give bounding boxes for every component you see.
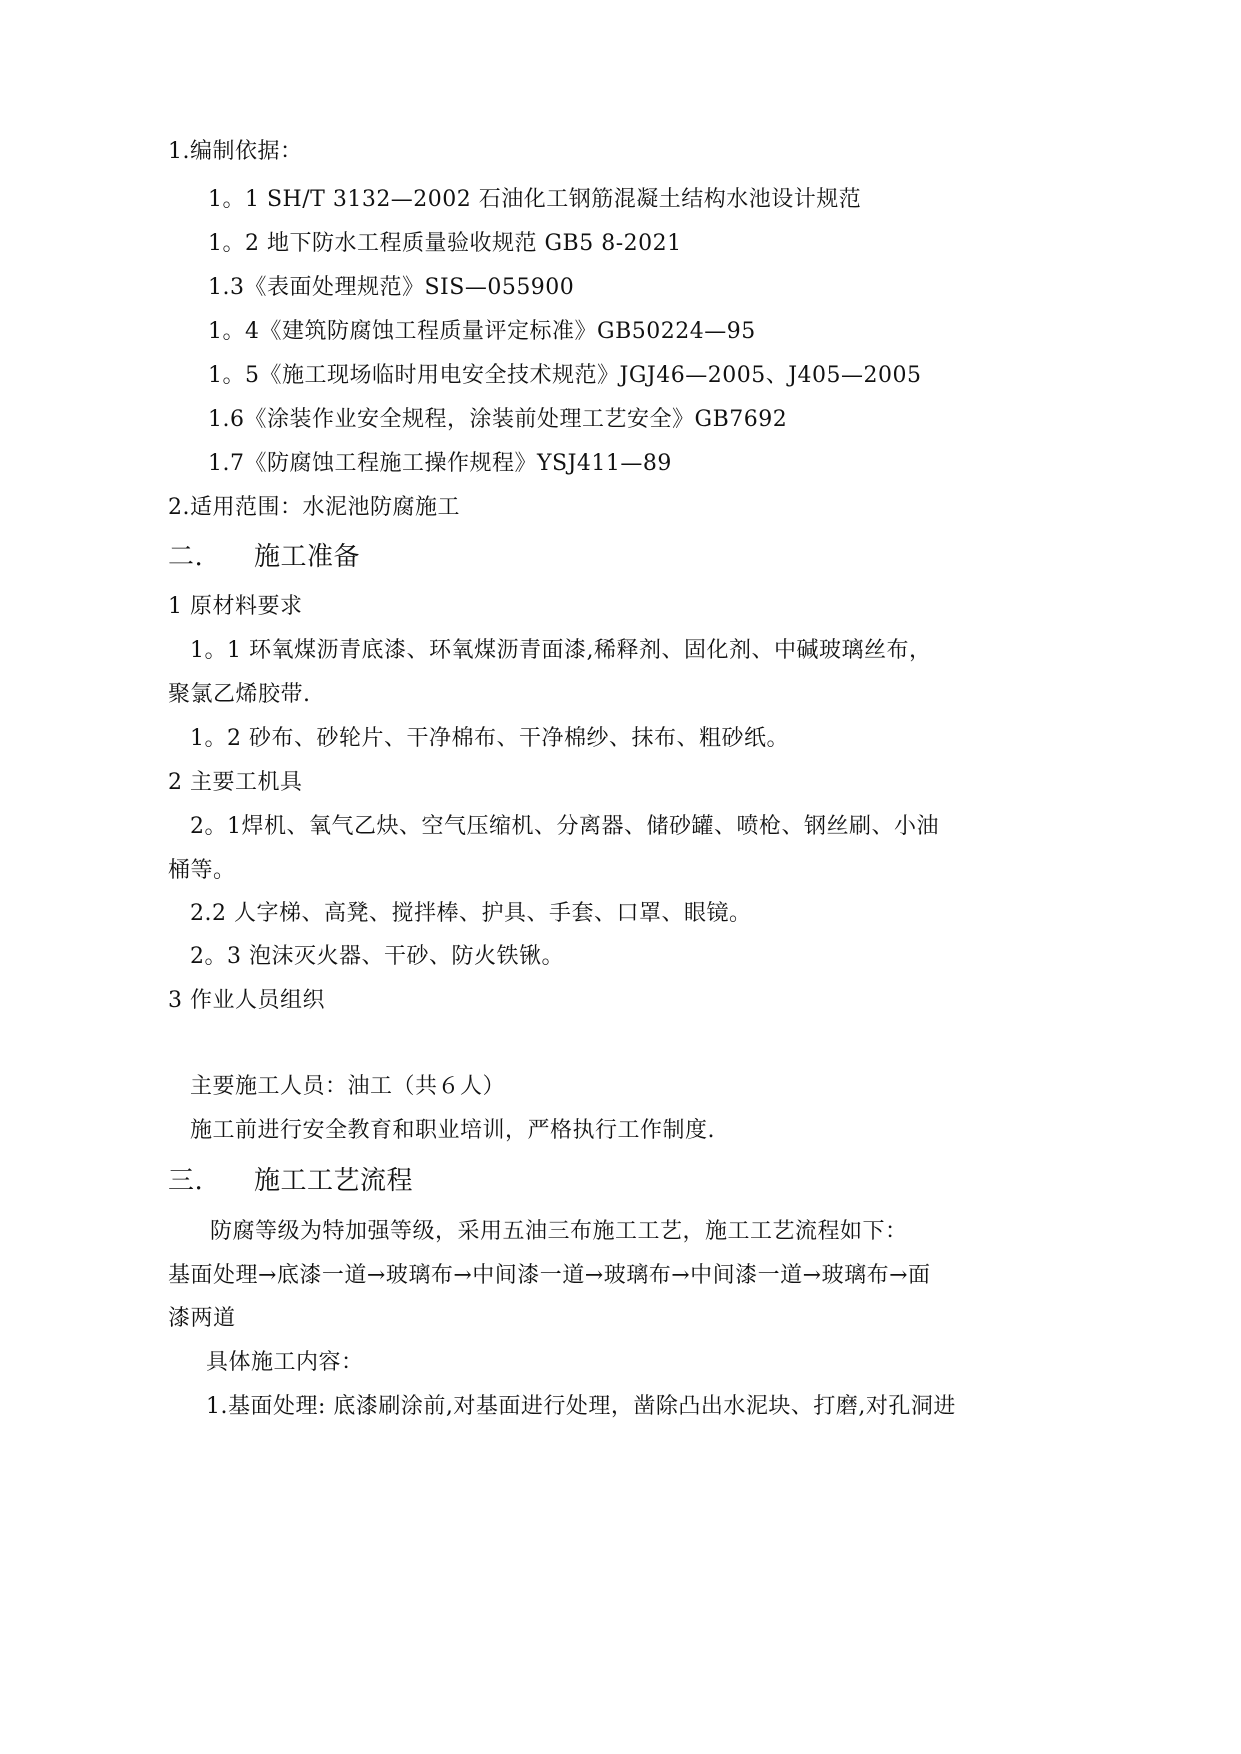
staff-title: 3 作业人员组织 <box>168 988 325 1013</box>
tools-item-3: 2。3 泡沫灭火器、干砂、防火铁锹。 <box>190 944 564 969</box>
section3-number: 三. <box>168 1166 204 1196</box>
materials-item-1: 1。1 环氧煤沥青底漆、环氧煤沥青面漆,稀释剂、固化剂、中碱玻璃丝布， <box>190 638 932 663</box>
staff-main: 主要施工人员：油工（共６人） <box>190 1074 506 1099</box>
section2-title: 施工准备 <box>254 542 361 572</box>
scope-line: 2.适用范围：水泥池防腐施工 <box>168 495 460 520</box>
tools-item-2: 2.2 人字梯、高凳、搅拌棒、护具、手套、口罩、眼镜。 <box>190 901 752 926</box>
section3-title: 施工工艺流程 <box>254 1166 414 1196</box>
reference-item: 1。4《建筑防腐蚀工程质量评定标准》GB50224—95 <box>208 319 756 344</box>
content-title: 具体施工内容： <box>206 1350 364 1375</box>
tools-item-1: 2。1焊机、氧气乙炔、空气压缩机、分离器、储砂罐、喷枪、钢丝刷、小油 <box>190 814 939 839</box>
process-flow: 基面处理→底漆一道→玻璃布→中间漆一道→玻璃布→中间漆一道→玻璃布→面 <box>168 1263 931 1288</box>
section1-title: 1.编制依据： <box>168 139 303 164</box>
section2-number: 二. <box>168 542 204 572</box>
reference-item: 1.3《表面处理规范》SIS—055900 <box>208 275 575 300</box>
tools-item-1-cont: 桶等。 <box>168 858 236 883</box>
materials-title: 1 原材料要求 <box>168 594 303 619</box>
section3-heading <box>168 1165 413 1197</box>
materials-item-2: 1。2 砂布、砂轮片、干净棉布、干净棉纱、抹布、粗砂纸。 <box>190 726 789 751</box>
reference-item: 1.6《涂装作业安全规程，涂装前处理工艺安全》GB7692 <box>208 407 788 432</box>
staff-training: 施工前进行安全教育和职业培训，严格执行工作制度. <box>190 1118 715 1143</box>
process-flow-cont: 漆两道 <box>168 1306 236 1331</box>
materials-item-1-cont: 聚氯乙烯胶带. <box>168 682 311 707</box>
tools-title: 2 主要工机具 <box>168 770 303 795</box>
process-intro: 防腐等级为特加强等级，采用五油三布施工工艺，施工工艺流程如下： <box>210 1219 908 1244</box>
reference-item: 1。5《施工现场临时用电安全技术规范》JGJ46—2005、J405—2005 <box>208 363 922 388</box>
reference-item: 1。2 地下防水工程质量验收规范 GB5 8-2021 <box>208 231 682 256</box>
section2-heading <box>168 541 360 573</box>
content-item-1: 1.基面处理: 底漆刷涂前,对基面进行处理，凿除凸出水泥块、打磨,对孔洞进 <box>206 1394 956 1419</box>
reference-item: 1.7《防腐蚀工程施工操作规程》YSJ411—89 <box>208 451 672 476</box>
reference-item: 1。1 SH/T 3132—2002 石油化工钢筋混凝土结构水池设计规范 <box>208 187 862 212</box>
